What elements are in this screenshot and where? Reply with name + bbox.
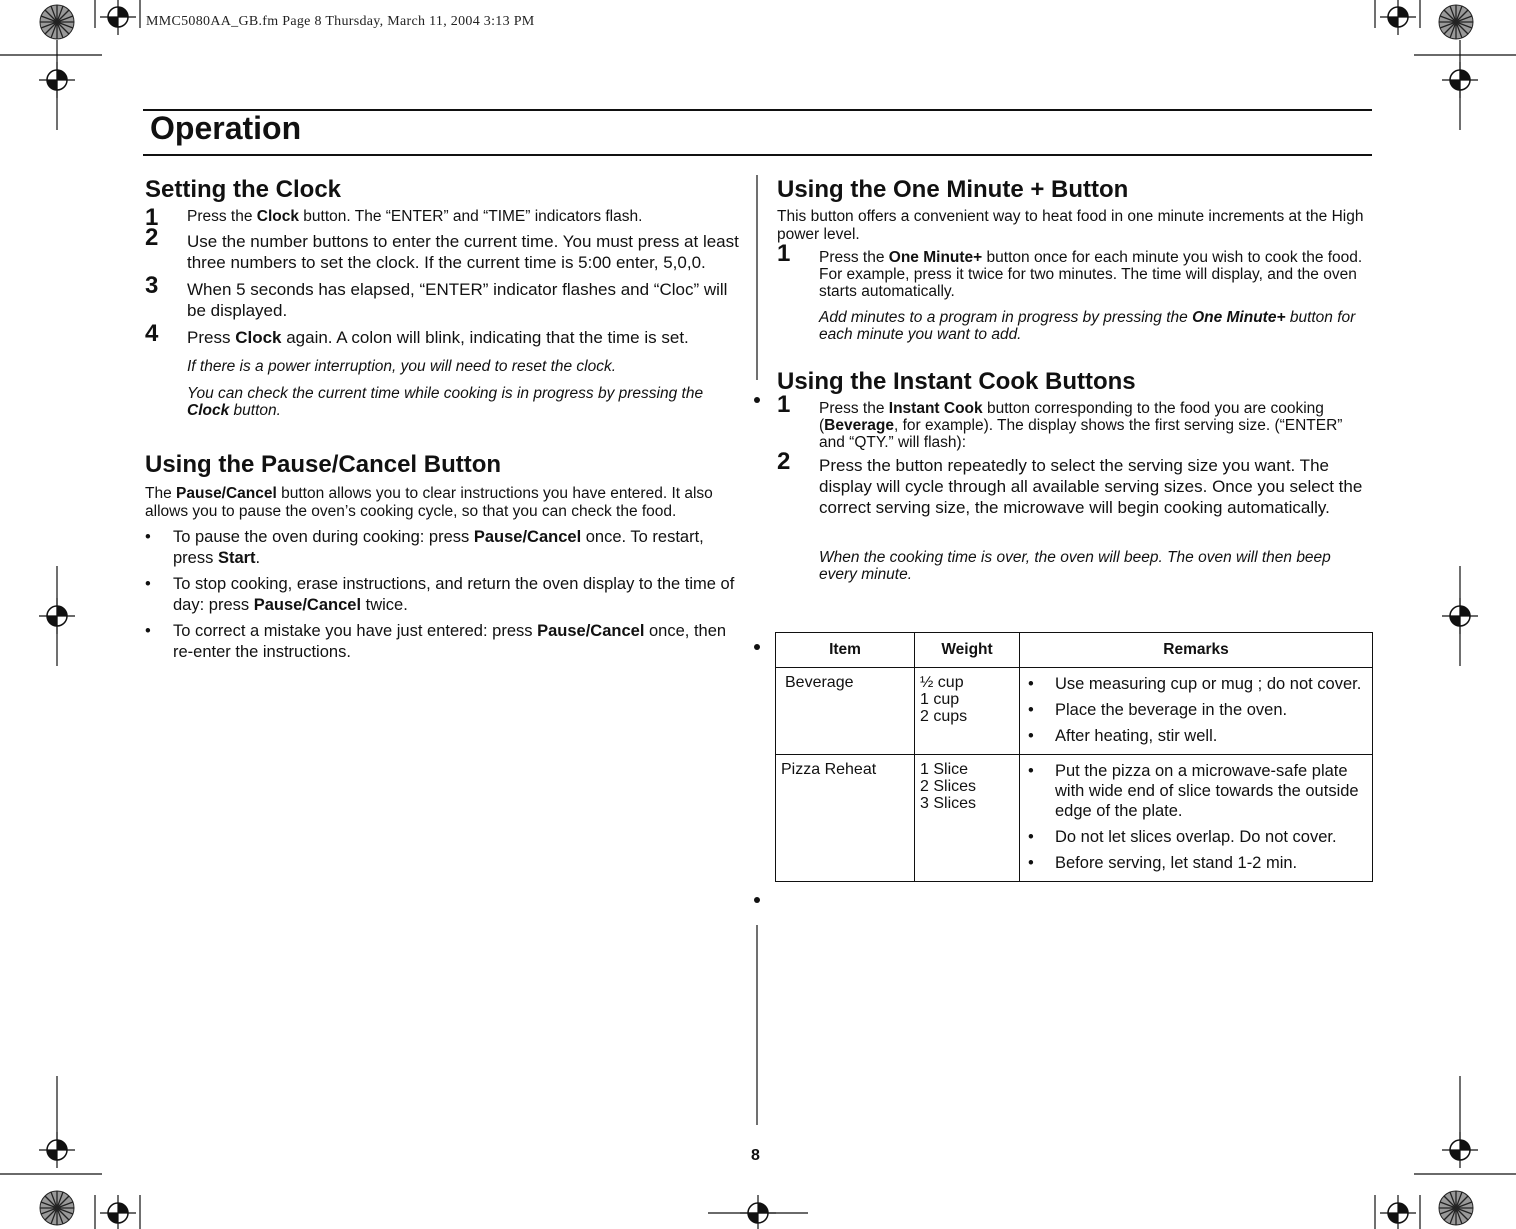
- clock-button-name: Clock: [235, 328, 282, 347]
- step-text: When 5 seconds has elapsed, “ENTER” indicator flashes and “Cloc” will be displayed.: [187, 280, 728, 320]
- clock-heading: Setting the Clock: [145, 176, 342, 203]
- table-header-row: [776, 633, 1373, 668]
- remark-item: [1028, 853, 1367, 873]
- item-name: Beverage: [785, 674, 854, 691]
- step-text: again. A colon will blink, indicating that the time is set.: [281, 328, 689, 347]
- weight-value: ½ cup: [920, 674, 964, 691]
- bullet: •: [145, 528, 151, 546]
- top-rule: [143, 109, 1372, 111]
- bullet: •: [1028, 701, 1034, 719]
- bullet-text: once, then re-enter the instructions.: [173, 622, 727, 661]
- step-number: 3: [145, 272, 159, 299]
- note-text: button.: [229, 402, 281, 419]
- table-header: Item: [776, 633, 915, 668]
- remark-text: Use measuring cup or mug ; do not cover.: [1055, 675, 1362, 693]
- step-text: Press the button repeatedly to select the serving size you want. The display will cycle through all available serving sizes. Once you select the correct serving size, the microwave will begin cooking automatically.: [819, 456, 1363, 517]
- step-text: Press: [187, 328, 236, 347]
- remark-item: [1028, 700, 1367, 720]
- table-header: Weight: [915, 633, 1020, 668]
- instant-cook-button-name: Instant Cook: [888, 400, 983, 417]
- step-text: Use the number buttons to enter the current time. You must press at least three numbers to set the clock. If the current time is 5:00 enter, 5,0,0.: [187, 232, 739, 272]
- oneminute-intro: This button offers a convenient way to heat food in one minute increments at the High power level.: [777, 208, 1364, 243]
- bullet-text: To pause the oven during cooking: press: [173, 528, 474, 546]
- pause-intro: [145, 485, 738, 521]
- bullet: •: [145, 622, 151, 640]
- bullet: •: [1028, 854, 1034, 872]
- remark-text: Place the beverage in the oven.: [1055, 701, 1288, 719]
- instant-step-2: [777, 448, 1371, 518]
- oneminute-button-name: One Minute+: [1192, 309, 1286, 326]
- step-number: 2: [145, 224, 159, 251]
- step-number: 1: [777, 391, 791, 418]
- remark-item: [1028, 761, 1367, 821]
- bullet: •: [145, 575, 151, 593]
- clock-step-2: [145, 224, 740, 273]
- table-cell-remarks: [1020, 668, 1373, 755]
- table-cell-weight: [915, 668, 1020, 755]
- step-number: 4: [145, 320, 159, 347]
- clock-note-2: [187, 385, 740, 419]
- pause-bullet-2: [145, 574, 738, 616]
- weight-value: 2 Slices: [920, 778, 977, 795]
- title-rule: [143, 154, 1372, 156]
- table-header: Remarks: [1020, 633, 1373, 668]
- intro-text: button allows you to clear instructions you have entered. It also allows you to pause the oven’s cooking cycle, so that you can check the food.: [145, 485, 713, 520]
- step-text: button once for each minute you wish to cook the food. For example, press it twice for two minutes. The time will display, and the oven starts automatically.: [819, 249, 1363, 300]
- step-number: 2: [777, 448, 791, 475]
- bullet-text: To stop cooking, erase instructions, and return the oven display to the time of day: press: [173, 575, 735, 614]
- note-text: button for each minute you want to add.: [819, 309, 1356, 343]
- pause-button-name: Pause/Cancel: [253, 596, 362, 614]
- remark-text: After heating, stir well.: [1055, 727, 1218, 745]
- bullet-text: twice.: [361, 596, 408, 614]
- pause-bullet-3: [145, 621, 738, 663]
- intro-text: The: [145, 485, 177, 502]
- pause-button-name: Pause/Cancel: [537, 622, 645, 640]
- remark-text: Put the pizza on a microwave-safe plate with wide end of slice towards the outside edge of the plate.: [1055, 762, 1359, 820]
- table-cell-item: [776, 668, 915, 755]
- bullet: •: [1028, 828, 1034, 846]
- remark-text: Before serving, let stand 1-2 min.: [1055, 854, 1298, 872]
- item-name: Pizza Reheat: [781, 761, 877, 778]
- step-text: Press the: [819, 400, 889, 417]
- page-title: Operation: [150, 110, 302, 146]
- instant-section: [777, 368, 1371, 583]
- pause-button-name: Pause/Cancel: [176, 485, 277, 502]
- weight-value: 3 Slices: [920, 795, 977, 812]
- instant-heading: Using the Instant Cook Buttons: [777, 368, 1136, 395]
- weight-value: 2 cups: [920, 708, 968, 725]
- step-text: Press the: [187, 208, 257, 225]
- table-cell-remarks: [1020, 755, 1373, 882]
- remark-item: [1028, 674, 1367, 694]
- note-text: You can check the current time while cooking is in progress by pressing the: [187, 385, 704, 402]
- bullet-text: .: [255, 549, 261, 567]
- table-cell-weight: [915, 755, 1020, 882]
- table-row: [776, 668, 1373, 755]
- clock-note-1: If there is a power interruption, you will need to reset the clock.: [187, 358, 617, 375]
- table-cell-item: [776, 755, 915, 882]
- weight-value: 1 cup: [920, 691, 960, 708]
- pause-heading: Using the Pause/Cancel Button: [145, 451, 502, 478]
- clock-step-1: [145, 204, 740, 231]
- clock-button-name: Clock: [187, 402, 230, 419]
- oneminute-section: [777, 176, 1371, 343]
- note-text: Add minutes to a program in progress by pressing the: [819, 309, 1193, 326]
- bullet: •: [1028, 675, 1034, 693]
- pause-button-name: Pause/Cancel: [473, 528, 582, 546]
- table-row: [776, 755, 1373, 882]
- step-number: 1: [777, 240, 791, 267]
- bullet-text: To correct a mistake you have just entered: press: [173, 622, 538, 640]
- start-button-name: Start: [217, 549, 256, 567]
- page-number: 8: [751, 1147, 760, 1164]
- instant-cook-table: [775, 632, 1373, 882]
- pause-section: [145, 451, 738, 663]
- step-text: , for example). The display shows the first serving size. (“ENTER” and “QTY.” will flash):: [819, 417, 1343, 451]
- bullet: •: [1028, 762, 1034, 780]
- remark-text: Do not let slices overlap. Do not cover.: [1055, 828, 1337, 846]
- step-text: button corresponding to the food you are cooking (: [819, 400, 1324, 434]
- remark-item: [1028, 827, 1367, 847]
- clock-section: [145, 176, 740, 419]
- clock-step-4: [145, 320, 740, 348]
- oneminute-step-1: [777, 240, 1371, 300]
- beverage-button-name: Beverage: [824, 417, 894, 434]
- oneminute-heading: Using the One Minute + Button: [777, 176, 1129, 203]
- bullet-text: once. To restart, press: [173, 528, 704, 567]
- clock-button-name: Clock: [256, 208, 299, 225]
- bullet: •: [1028, 727, 1034, 745]
- step-text: button. The “ENTER” and “TIME” indicators flash.: [299, 208, 643, 225]
- oneminute-button-name: One Minute+: [888, 249, 983, 266]
- instant-note: When the cooking time is over, the oven will beep. The oven will then beep every minute.: [819, 549, 1331, 583]
- step-number: 1: [145, 204, 159, 231]
- weight-value: 1 Slice: [920, 761, 969, 778]
- clock-step-3: [145, 272, 740, 321]
- step-text: Press the: [819, 249, 889, 266]
- pause-bullet-1: [145, 527, 738, 569]
- oneminute-note: [819, 309, 1371, 343]
- instant-step-1: [777, 391, 1371, 451]
- remark-item: [1028, 726, 1367, 746]
- file-header: MMC5080AA_GB.fm Page 8 Thursday, March 11, 2004 3:13 PM: [146, 14, 535, 29]
